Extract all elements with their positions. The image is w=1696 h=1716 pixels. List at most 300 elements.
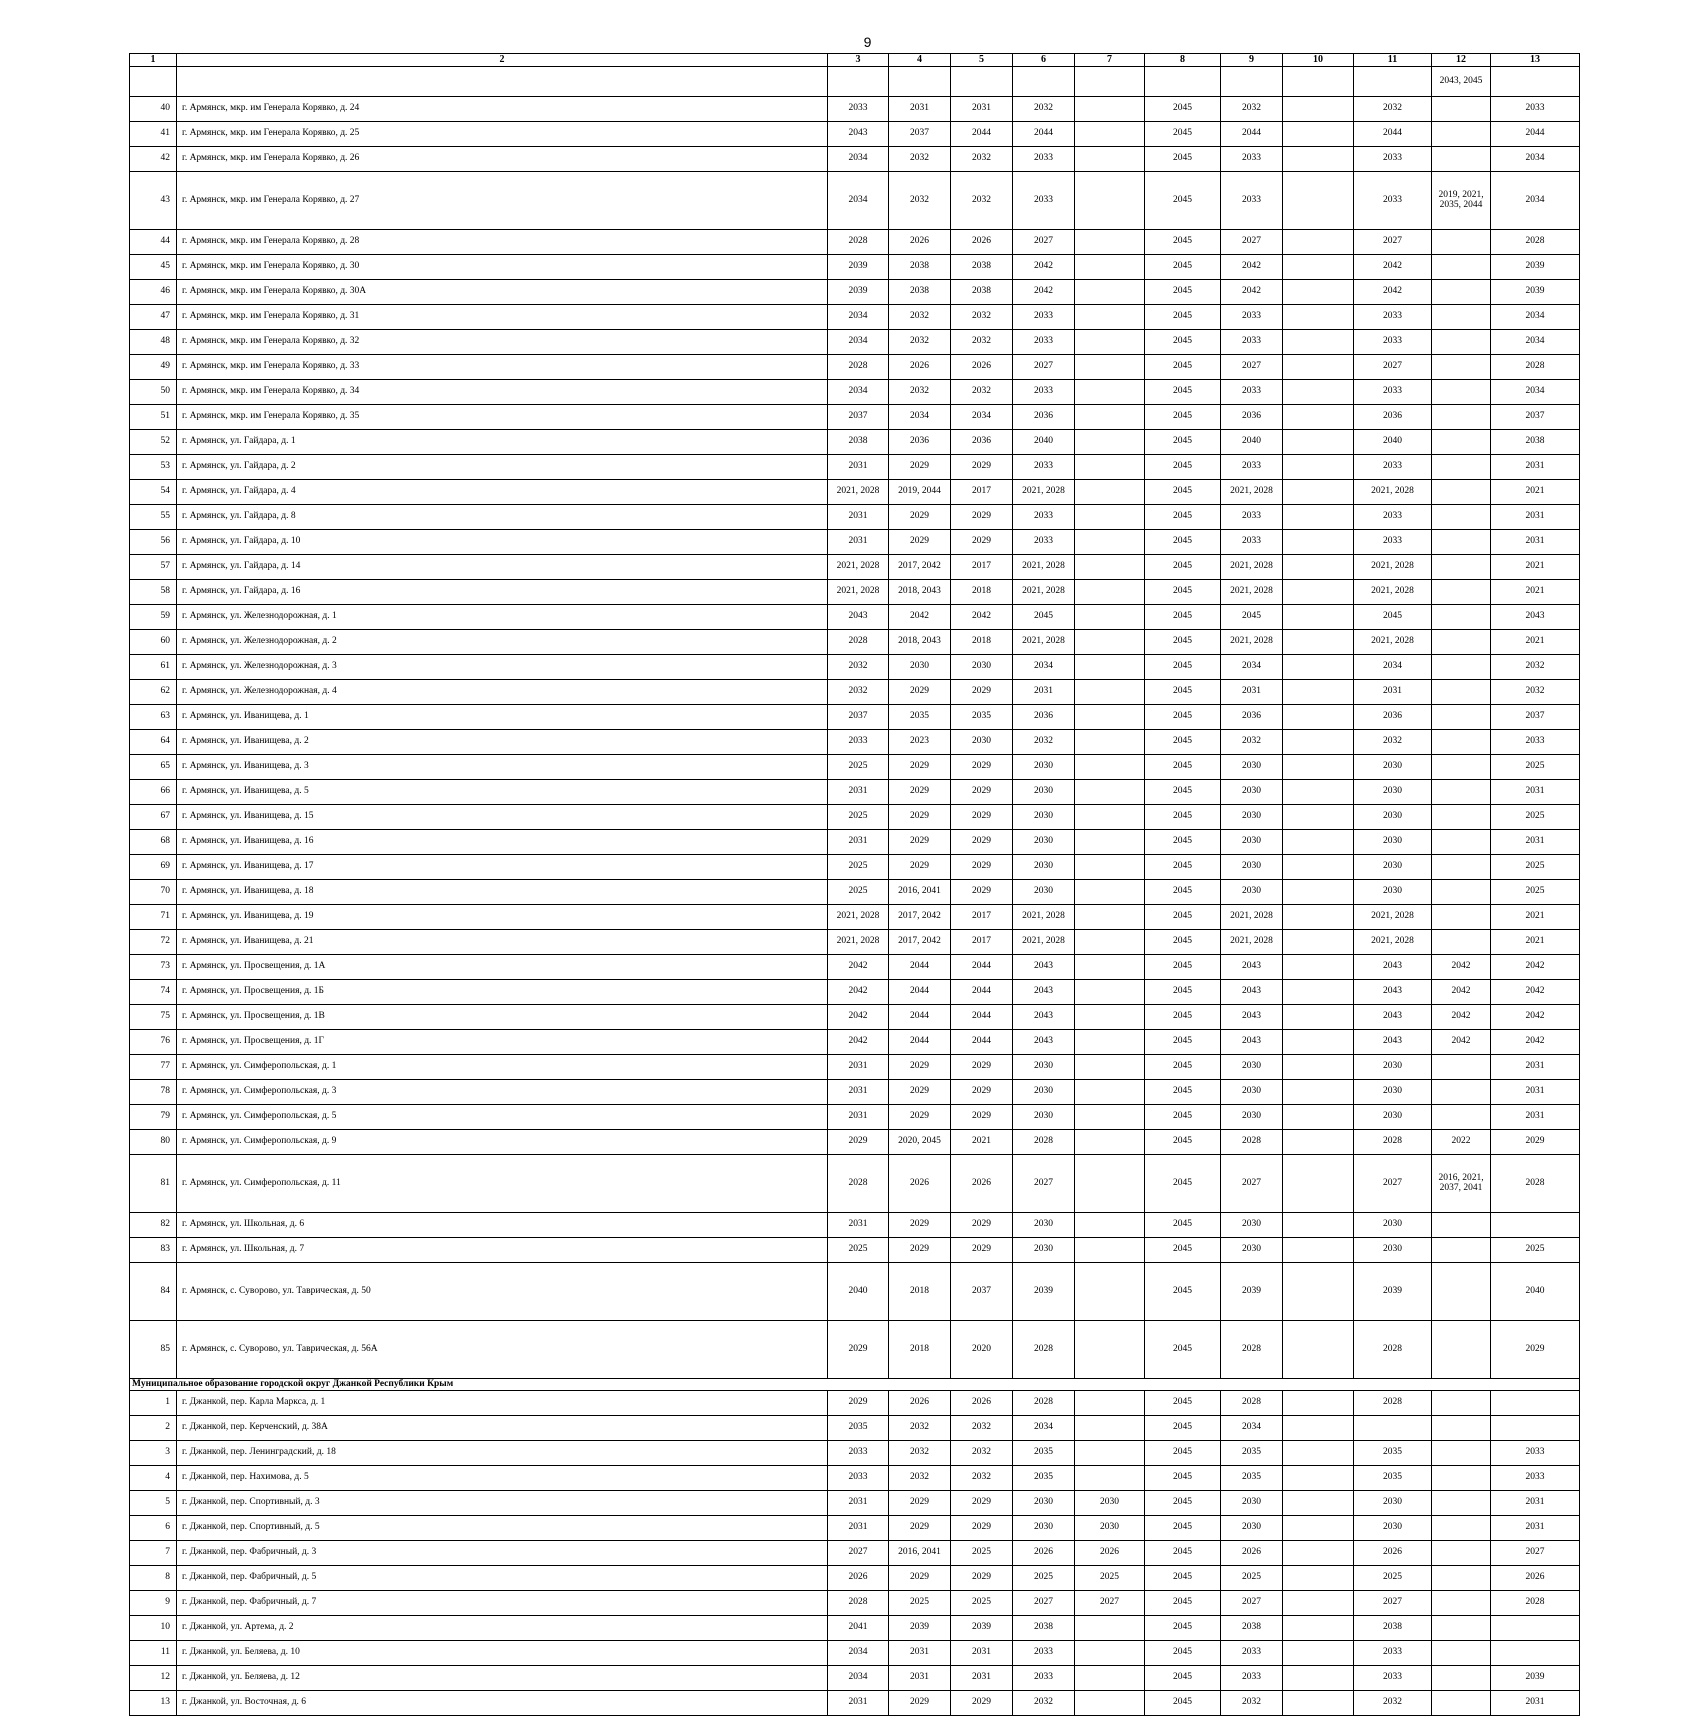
year-cell — [1283, 1080, 1354, 1105]
row-number-cell: 45 — [130, 255, 177, 280]
year-cell: 2044 — [1013, 122, 1075, 147]
year-cell — [1283, 780, 1354, 805]
table-row — [130, 555, 1580, 580]
year-cell: 2031 — [828, 780, 889, 805]
year-cell: 2025 — [1491, 880, 1580, 905]
year-cell: 2021 — [951, 1130, 1013, 1155]
year-cell: 2031 — [951, 97, 1013, 122]
year-cell: 2021, 2028 — [828, 480, 889, 505]
year-cell: 2029 — [951, 1238, 1013, 1263]
table-row — [130, 1130, 1580, 1155]
year-cell: 2030 — [1221, 1055, 1283, 1080]
year-cell: 2033 — [1354, 147, 1432, 172]
year-cell — [1075, 705, 1145, 730]
year-cell — [1075, 780, 1145, 805]
year-cell: 2041 — [828, 1616, 889, 1641]
year-cell — [1283, 1155, 1354, 1213]
year-cell — [1432, 580, 1491, 605]
row-number-cell: 81 — [130, 1155, 177, 1213]
year-cell: 2030 — [1013, 1080, 1075, 1105]
year-cell — [1283, 905, 1354, 930]
address-cell: г. Джанкой, пер. Фабричный, д. 7 — [177, 1591, 828, 1616]
year-cell: 2027 — [1013, 1155, 1075, 1213]
year-cell: 2031 — [1491, 1105, 1580, 1130]
cell-empty — [1221, 67, 1283, 97]
year-cell — [1283, 455, 1354, 480]
year-cell: 2018 — [951, 630, 1013, 655]
column-number-2: 2 — [177, 54, 828, 67]
column-number-3: 3 — [828, 54, 889, 67]
year-cell: 2045 — [1145, 1213, 1221, 1238]
year-cell: 2025 — [889, 1591, 951, 1616]
year-cell: 2045 — [1145, 580, 1221, 605]
row-number-cell: 40 — [130, 97, 177, 122]
year-cell — [1432, 830, 1491, 855]
year-cell: 2017, 2042 — [889, 905, 951, 930]
year-cell: 2021, 2028 — [1013, 630, 1075, 655]
address-cell: г. Армянск, ул. Иванищева, д. 18 — [177, 880, 828, 905]
year-cell: 2027 — [1354, 1591, 1432, 1616]
year-cell: 2045 — [1145, 430, 1221, 455]
year-cell: 2045 — [1145, 255, 1221, 280]
year-cell: 2030 — [1013, 830, 1075, 855]
column-number-8: 8 — [1145, 54, 1221, 67]
year-cell: 2031 — [1491, 1691, 1580, 1716]
year-cell: 2045 — [1145, 1030, 1221, 1055]
year-cell — [1432, 280, 1491, 305]
year-cell: 2038 — [951, 280, 1013, 305]
year-cell: 2043 — [1354, 1030, 1432, 1055]
year-cell — [1283, 755, 1354, 780]
year-cell: 2033 — [1013, 172, 1075, 230]
table-row — [130, 1080, 1580, 1105]
year-cell: 2029 — [889, 1055, 951, 1080]
year-cell: 2030 — [1075, 1516, 1145, 1541]
year-cell: 2030 — [1354, 755, 1432, 780]
address-cell: г. Джанкой, ул. Беляева, д. 10 — [177, 1641, 828, 1666]
year-cell: 2044 — [889, 980, 951, 1005]
year-cell: 2045 — [1145, 1616, 1221, 1641]
year-cell: 2029 — [889, 1691, 951, 1716]
year-cell — [1075, 1691, 1145, 1716]
year-cell: 2033 — [1354, 1641, 1432, 1666]
year-cell: 2045 — [1145, 555, 1221, 580]
year-cell: 2020 — [951, 1321, 1013, 1379]
year-cell — [1283, 1005, 1354, 1030]
row-number-cell: 5 — [130, 1491, 177, 1516]
year-cell: 2033 — [1491, 1441, 1580, 1466]
year-cell: 2025 — [1491, 855, 1580, 880]
column-number-4: 4 — [889, 54, 951, 67]
year-cell: 2031 — [828, 830, 889, 855]
year-cell: 2030 — [1354, 1105, 1432, 1130]
year-cell — [1432, 1080, 1491, 1105]
year-cell: 2025 — [828, 855, 889, 880]
year-cell: 2039 — [889, 1616, 951, 1641]
row-number-cell: 1 — [130, 1391, 177, 1416]
year-cell: 2034 — [1491, 305, 1580, 330]
table-row — [130, 1516, 1580, 1541]
year-cell: 2030 — [1221, 1516, 1283, 1541]
cell-empty — [1145, 67, 1221, 97]
row-number-cell: 58 — [130, 580, 177, 605]
year-cell: 2018 — [889, 1321, 951, 1379]
year-cell: 2042 — [1432, 955, 1491, 980]
year-cell: 2045 — [1145, 1516, 1221, 1541]
year-cell: 2026 — [951, 1155, 1013, 1213]
year-cell: 2030 — [889, 655, 951, 680]
year-cell: 2031 — [828, 1516, 889, 1541]
year-cell: 2027 — [1013, 1591, 1075, 1616]
table-row — [130, 1391, 1580, 1416]
year-cell: 2045 — [1145, 305, 1221, 330]
table-row — [130, 305, 1580, 330]
year-cell: 2030 — [1221, 1080, 1283, 1105]
year-cell — [1283, 955, 1354, 980]
year-cell — [1432, 405, 1491, 430]
year-cell — [1432, 1055, 1491, 1080]
address-cell: г. Армянск, мкр. им Генерала Корявко, д. 32 — [177, 330, 828, 355]
address-cell: г. Джанкой, ул. Восточная, д. 6 — [177, 1691, 828, 1716]
year-cell: 2027 — [1354, 355, 1432, 380]
year-cell: 2019, 2044 — [889, 480, 951, 505]
table-row — [130, 680, 1580, 705]
year-cell: 2045 — [1145, 97, 1221, 122]
year-cell — [1283, 1616, 1354, 1641]
address-cell: г. Армянск, ул. Иванищева, д. 21 — [177, 930, 828, 955]
year-cell — [1283, 1105, 1354, 1130]
year-cell: 2032 — [889, 1416, 951, 1441]
address-cell: г. Джанкой, пер. Спортивный, д. 5 — [177, 1516, 828, 1541]
year-cell — [1432, 505, 1491, 530]
address-cell: г. Армянск, ул. Железнодорожная, д. 2 — [177, 630, 828, 655]
year-cell: 2031 — [1491, 530, 1580, 555]
address-cell: г. Армянск, мкр. им Генерала Корявко, д. 30А — [177, 280, 828, 305]
table-row — [130, 1155, 1580, 1213]
year-cell: 2033 — [1221, 147, 1283, 172]
year-cell — [1432, 430, 1491, 455]
year-cell: 2032 — [1354, 730, 1432, 755]
year-cell: 2037 — [951, 1263, 1013, 1321]
year-cell: 2028 — [828, 630, 889, 655]
year-cell — [1075, 1416, 1145, 1441]
address-cell: г. Армянск, мкр. им Генерала Корявко, д. 30 — [177, 255, 828, 280]
year-cell: 2032 — [1013, 730, 1075, 755]
year-cell: 2040 — [1013, 430, 1075, 455]
year-cell: 2026 — [951, 230, 1013, 255]
year-cell: 2021, 2028 — [1354, 580, 1432, 605]
year-cell: 2045 — [1145, 1391, 1221, 1416]
year-cell: 2029 — [889, 455, 951, 480]
year-cell: 2017 — [951, 905, 1013, 930]
year-cell — [1283, 1541, 1354, 1566]
table-row — [130, 780, 1580, 805]
table-row — [130, 230, 1580, 255]
address-cell: г. Армянск, мкр. им Генерала Корявко, д. 31 — [177, 305, 828, 330]
year-cell: 2033 — [1221, 172, 1283, 230]
year-cell: 2043 — [828, 122, 889, 147]
year-cell: 2021, 2028 — [1221, 630, 1283, 655]
year-cell: 2044 — [889, 1030, 951, 1055]
row-number-cell: 61 — [130, 655, 177, 680]
year-cell: 2035 — [828, 1416, 889, 1441]
year-cell: 2035 — [1221, 1466, 1283, 1491]
year-cell: 2018, 2043 — [889, 580, 951, 605]
year-cell: 2034 — [951, 405, 1013, 430]
year-cell: 2026 — [1491, 1566, 1580, 1591]
row-number-cell: 60 — [130, 630, 177, 655]
year-cell: 2036 — [1354, 705, 1432, 730]
year-cell — [1432, 1238, 1491, 1263]
year-cell: 2033 — [1221, 1641, 1283, 1666]
year-cell: 2042 — [1013, 255, 1075, 280]
address-cell: г. Армянск, ул. Симферопольская, д. 11 — [177, 1155, 828, 1213]
year-cell — [1075, 330, 1145, 355]
year-cell: 2031 — [1491, 1491, 1580, 1516]
year-cell — [1432, 805, 1491, 830]
year-cell: 2045 — [1145, 530, 1221, 555]
year-cell: 2030 — [1013, 880, 1075, 905]
row-number-cell: 59 — [130, 605, 177, 630]
year-cell: 2037 — [1491, 405, 1580, 430]
year-cell: 2026 — [951, 1391, 1013, 1416]
year-cell: 2031 — [1491, 505, 1580, 530]
year-cell: 2045 — [1145, 280, 1221, 305]
year-cell — [1075, 305, 1145, 330]
year-cell: 2029 — [951, 805, 1013, 830]
year-cell: 2028 — [1491, 1591, 1580, 1616]
table-row — [130, 1566, 1580, 1591]
year-cell: 2045 — [1145, 1055, 1221, 1080]
section-row — [130, 1379, 1580, 1391]
year-cell: 2021 — [1491, 930, 1580, 955]
year-cell: 2021, 2028 — [1221, 930, 1283, 955]
year-cell: 2042 — [1491, 980, 1580, 1005]
year-cell — [1075, 1321, 1145, 1379]
year-cell: 2036 — [1221, 705, 1283, 730]
year-cell: 2030 — [1354, 855, 1432, 880]
year-cell: 2021 — [1491, 905, 1580, 930]
year-cell: 2021, 2028 — [1354, 480, 1432, 505]
year-cell — [1283, 830, 1354, 855]
year-cell: 2038 — [828, 430, 889, 455]
year-cell — [1283, 1130, 1354, 1155]
year-cell: 2029 — [889, 1238, 951, 1263]
year-cell — [1491, 1641, 1580, 1666]
year-cell: 2029 — [889, 755, 951, 780]
year-cell: 2035 — [1013, 1441, 1075, 1466]
year-cell: 2032 — [951, 147, 1013, 172]
year-cell: 2029 — [951, 1105, 1013, 1130]
year-cell: 2032 — [889, 330, 951, 355]
year-cell: 2034 — [889, 405, 951, 430]
row-number-cell: 7 — [130, 1541, 177, 1566]
year-cell: 2025 — [1075, 1566, 1145, 1591]
address-cell: г. Армянск, ул. Железнодорожная, д. 3 — [177, 655, 828, 680]
table-row — [130, 580, 1580, 605]
year-cell: 2029 — [951, 1213, 1013, 1238]
year-cell: 2043 — [828, 605, 889, 630]
cell-empty — [828, 67, 889, 97]
year-cell: 2039 — [1221, 1263, 1283, 1321]
address-cell: г. Джанкой, пер. Карла Маркса, д. 1 — [177, 1391, 828, 1416]
year-cell: 2044 — [951, 1005, 1013, 1030]
table-row — [130, 655, 1580, 680]
year-cell — [1283, 430, 1354, 455]
year-cell — [1283, 680, 1354, 705]
year-cell — [1491, 1416, 1580, 1441]
year-cell — [1075, 147, 1145, 172]
table-row — [130, 1466, 1580, 1491]
year-cell — [1283, 1666, 1354, 1691]
address-cell: г. Армянск, ул. Иванищева, д. 3 — [177, 755, 828, 780]
year-cell — [1432, 1105, 1491, 1130]
year-cell: 2045 — [1354, 605, 1432, 630]
year-cell: 2021, 2028 — [1354, 905, 1432, 930]
row-number-cell: 12 — [130, 1666, 177, 1691]
cell-empty — [130, 67, 177, 97]
year-cell: 2039 — [1013, 1263, 1075, 1321]
year-cell: 2016, 2041 — [889, 880, 951, 905]
year-cell: 2025 — [828, 880, 889, 905]
year-cell: 2021, 2028 — [1354, 630, 1432, 655]
year-cell: 2033 — [1491, 1466, 1580, 1491]
address-cell: г. Армянск, ул. Иванищева, д. 2 — [177, 730, 828, 755]
year-cell — [1432, 305, 1491, 330]
address-cell: г. Армянск, с. Суворово, ул. Таврическая, д. 50 — [177, 1263, 828, 1321]
table-row — [130, 1641, 1580, 1666]
year-cell: 2045 — [1145, 1005, 1221, 1030]
year-cell: 2032 — [1221, 1691, 1283, 1716]
year-cell: 2029 — [828, 1130, 889, 1155]
year-cell — [1075, 1105, 1145, 1130]
year-cell — [1432, 1616, 1491, 1641]
year-cell: 2045 — [1145, 905, 1221, 930]
year-cell: 2032 — [951, 172, 1013, 230]
year-cell: 2044 — [1491, 122, 1580, 147]
year-cell: 2030 — [1013, 1238, 1075, 1263]
year-cell: 2032 — [1491, 680, 1580, 705]
year-cell: 2028 — [1221, 1321, 1283, 1379]
table-row — [130, 1616, 1580, 1641]
address-cell: г. Армянск, ул. Симферопольская, д. 3 — [177, 1080, 828, 1105]
year-cell — [1075, 730, 1145, 755]
year-cell: 2045 — [1145, 1130, 1221, 1155]
year-cell — [1075, 805, 1145, 830]
row-number-cell: 43 — [130, 172, 177, 230]
year-cell: 2031 — [1491, 1080, 1580, 1105]
table-row — [130, 1005, 1580, 1030]
column-number-13: 13 — [1491, 54, 1580, 67]
year-cell: 2032 — [889, 147, 951, 172]
row-number-cell: 85 — [130, 1321, 177, 1379]
year-cell — [1283, 1263, 1354, 1321]
year-cell: 2026 — [828, 1566, 889, 1591]
year-cell: 2031 — [889, 97, 951, 122]
year-cell: 2032 — [889, 1466, 951, 1491]
year-cell — [1075, 280, 1145, 305]
year-cell: 2030 — [1013, 780, 1075, 805]
year-cell — [1432, 380, 1491, 405]
year-cell: 2038 — [951, 255, 1013, 280]
year-cell — [1432, 555, 1491, 580]
year-cell — [1075, 1005, 1145, 1030]
address-cell: г. Армянск, ул. Просвещения, д. 1Б — [177, 980, 828, 1005]
year-cell: 2045 — [1145, 1491, 1221, 1516]
row-number-cell: 53 — [130, 455, 177, 480]
year-cell — [1075, 605, 1145, 630]
year-cell: 2045 — [1145, 630, 1221, 655]
year-cell: 2028 — [828, 1155, 889, 1213]
year-cell — [1283, 305, 1354, 330]
page-number: 9 — [863, 34, 872, 50]
year-cell — [1432, 1641, 1491, 1666]
year-cell: 2031 — [828, 505, 889, 530]
year-cell: 2036 — [1354, 405, 1432, 430]
year-cell: 2030 — [1013, 1213, 1075, 1238]
year-cell — [1075, 1130, 1145, 1155]
year-cell: 2031 — [828, 1080, 889, 1105]
year-cell: 2028 — [1013, 1321, 1075, 1379]
year-cell: 2026 — [889, 230, 951, 255]
row-number-cell: 73 — [130, 955, 177, 980]
year-cell — [1075, 530, 1145, 555]
year-cell: 2029 — [889, 1516, 951, 1541]
year-cell — [1354, 1416, 1432, 1441]
year-cell: 2030 — [1221, 1491, 1283, 1516]
year-cell: 2045 — [1145, 980, 1221, 1005]
year-cell — [1283, 1213, 1354, 1238]
year-cell: 2029 — [889, 1080, 951, 1105]
year-cell — [1283, 630, 1354, 655]
year-cell: 2026 — [1013, 1541, 1075, 1566]
year-cell — [1075, 1213, 1145, 1238]
year-cell — [1283, 655, 1354, 680]
cell-empty — [1491, 67, 1580, 97]
year-cell: 2030 — [1354, 1516, 1432, 1541]
table-row — [130, 855, 1580, 880]
table-row — [130, 1030, 1580, 1055]
year-cell — [1432, 1416, 1491, 1441]
year-cell — [1075, 855, 1145, 880]
year-cell: 2031 — [951, 1666, 1013, 1691]
year-cell: 2029 — [889, 1566, 951, 1591]
year-cell: 2032 — [1013, 1691, 1075, 1716]
table-row — [130, 955, 1580, 980]
year-cell: 2029 — [951, 680, 1013, 705]
year-cell — [1432, 1566, 1491, 1591]
year-cell — [1283, 1391, 1354, 1416]
year-cell: 2025 — [828, 755, 889, 780]
year-cell: 2045 — [1221, 605, 1283, 630]
year-cell: 2036 — [1013, 405, 1075, 430]
year-cell: 2045 — [1145, 405, 1221, 430]
year-cell: 2033 — [1221, 505, 1283, 530]
year-cell: 2039 — [1491, 255, 1580, 280]
year-cell: 2030 — [1013, 805, 1075, 830]
year-cell: 2033 — [1013, 380, 1075, 405]
address-cell: г. Армянск, мкр. им Генерала Корявко, д. 28 — [177, 230, 828, 255]
year-cell: 2030 — [1354, 1055, 1432, 1080]
row-number-cell: 64 — [130, 730, 177, 755]
year-cell — [1075, 97, 1145, 122]
year-cell: 2042 — [951, 605, 1013, 630]
year-cell: 2021, 2028 — [828, 580, 889, 605]
address-cell: г. Джанкой, ул. Артема, д. 2 — [177, 1616, 828, 1641]
year-cell: 2033 — [1354, 330, 1432, 355]
row-number-cell: 50 — [130, 380, 177, 405]
year-cell: 2033 — [1221, 455, 1283, 480]
